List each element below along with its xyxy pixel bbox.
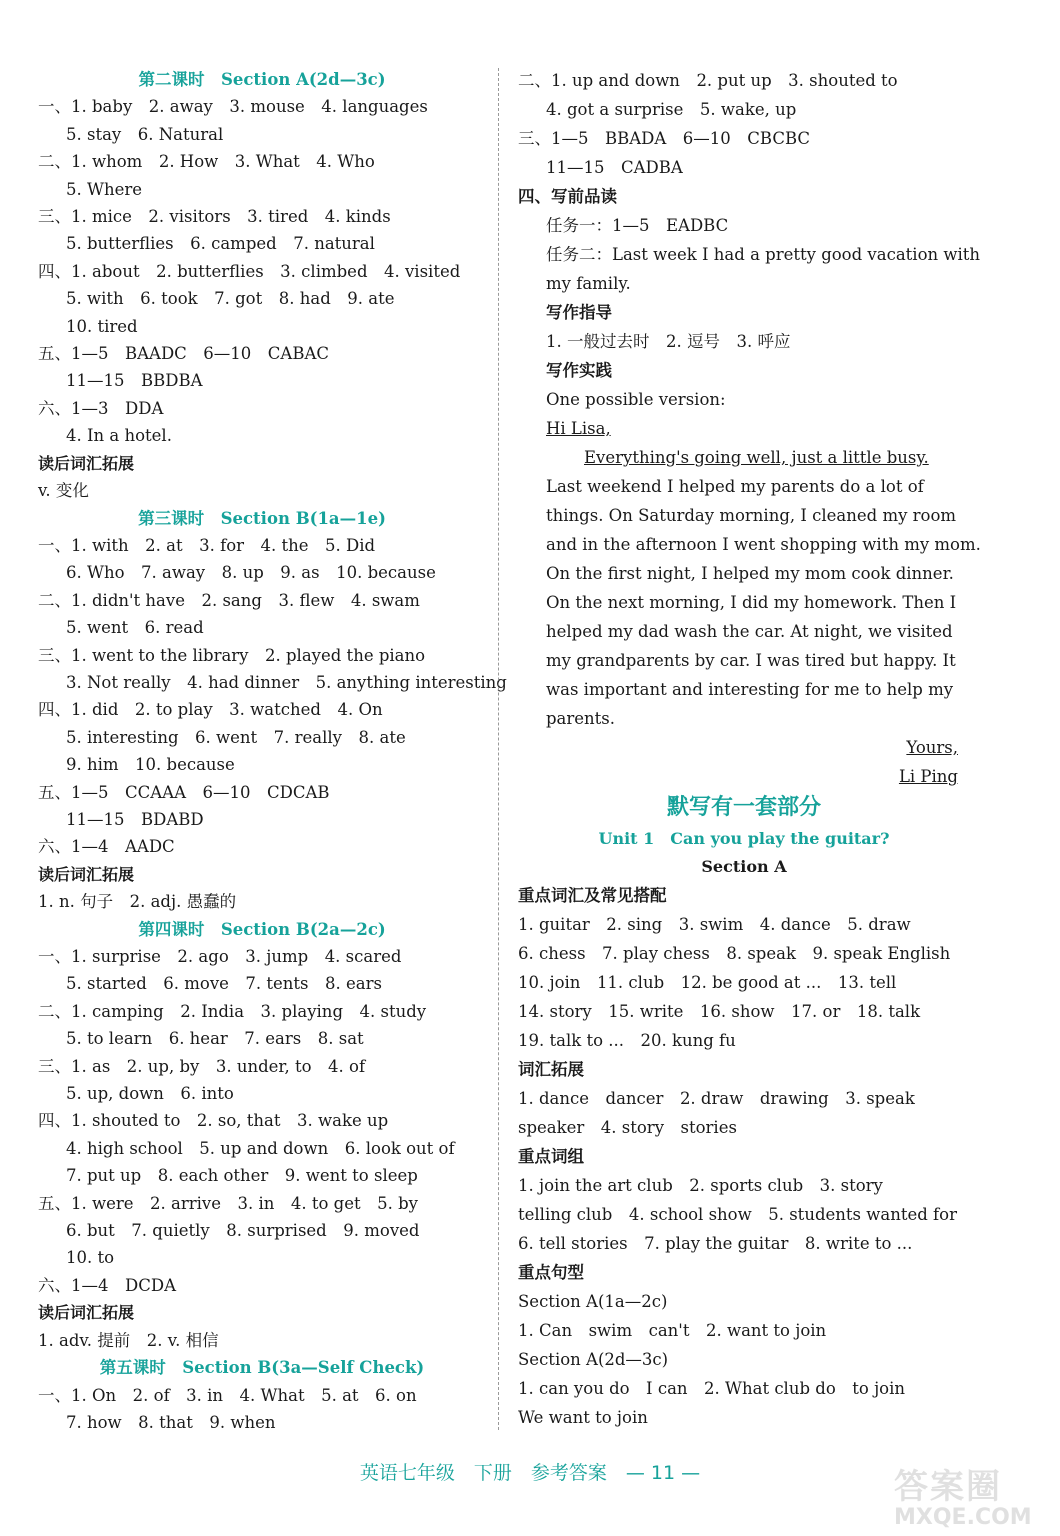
left-line: 四、1. shouted to 2. so, that 3. wake up xyxy=(38,1111,389,1131)
left-line: 四、1. about 2. butterflies 3. climbed 4. visited xyxy=(38,261,461,281)
left-line: 二、1. whom 2. How 3. What 4. Who xyxy=(38,152,375,172)
right_bottom-line: 6. tell stories 7. play the guitar 8. write to ... xyxy=(518,1234,913,1253)
left-line: 五、1—5 CCAAA 6—10 CDCAB xyxy=(38,782,330,802)
right_bottom-line: 1. can you do I can 2. What club do to join xyxy=(518,1379,906,1398)
right_bottom-line: 重点句型 xyxy=(518,1263,584,1282)
right_bottom-line: 14. story 15. write 16. show 17. or 18. talk xyxy=(518,1002,921,1021)
left-line: 第三课时 Section B(1a—1e) xyxy=(138,508,386,528)
essay-line: Last weekend I helped my parents do a lot of xyxy=(546,477,924,496)
right_top-line: Hi Lisa, xyxy=(546,419,611,438)
essay-body xyxy=(518,472,981,733)
left-line: 读后词汇拓展 xyxy=(38,1303,135,1323)
left-line: 1. adv. 提前 2. v. 相信 xyxy=(38,1330,219,1350)
watermark-text: 答案圈 xyxy=(894,1467,1002,1507)
left-line: 11—15 BBDBA xyxy=(66,371,203,391)
left-line: 5. started 6. move 7. tents 8. ears xyxy=(66,974,382,994)
left-line: 读后词汇拓展 xyxy=(38,864,135,884)
left-line: 5. Where xyxy=(66,179,142,199)
essay-closing: Yours, xyxy=(906,738,958,757)
left-line: 第四课时 Section B(2a—2c) xyxy=(138,919,386,939)
right_top-line: One possible version: xyxy=(546,390,726,409)
page-footer: 英语七年级 下册 参考答案 — 11 — xyxy=(359,1462,701,1484)
right_bottom-line: 重点词汇及常见搭配 xyxy=(518,886,667,905)
right_top-line: 写作指导 xyxy=(546,303,612,322)
left-line: 5. stay 6. Natural xyxy=(66,124,224,144)
left-column xyxy=(38,66,507,1436)
left-line: 一、1. On 2. of 3. in 4. What 5. at 6. on xyxy=(38,1385,417,1405)
right_bottom-line: 6. chess 7. play chess 8. speak 9. speak English xyxy=(518,944,951,963)
essay-signature: Li Ping xyxy=(898,767,958,786)
left-line: 一、1. baby 2. away 3. mouse 4. languages xyxy=(38,97,428,117)
left-line: 6. Who 7. away 8. up 9. as 10. because xyxy=(66,563,436,583)
left-line: 4. high school 5. up and down 6. look out of xyxy=(66,1138,455,1158)
left-line: 三、1. as 2. up, by 3. under, to 4. of xyxy=(38,1056,366,1076)
left-line: 六、1—3 DDA xyxy=(38,398,164,418)
right-column xyxy=(518,66,981,1432)
essay-line: parents. xyxy=(546,709,616,728)
left-line: 六、1—4 DCDA xyxy=(38,1275,176,1295)
watermark-url: MXQE.COM xyxy=(894,1505,1032,1530)
right_bottom-line: 1. Can swim can't 2. want to join xyxy=(518,1321,827,1340)
right_top-line: 1. 一般过去时 2. 逗号 3. 呼应 xyxy=(546,332,791,351)
right_bottom-line: speaker 4. story stories xyxy=(518,1118,737,1137)
right_top-line: 任务一：1—5 EADBC xyxy=(546,216,729,235)
right_bottom-line: 重点词组 xyxy=(518,1147,584,1166)
left-line: 1. n. 句子 2. adj. 愚蠢的 xyxy=(38,892,237,912)
left-line: 5. went 6. read xyxy=(66,618,204,638)
right_bottom-line: 1. guitar 2. sing 3. swim 4. dance 5. draw xyxy=(518,915,911,934)
left-line: 读后词汇拓展 xyxy=(38,453,135,473)
left-line: 10. to xyxy=(66,1248,115,1268)
left-line: 5. up, down 6. into xyxy=(66,1084,234,1104)
left-line: 10. tired xyxy=(66,316,138,336)
right_bottom-line: 词汇拓展 xyxy=(518,1060,584,1079)
left-line: 3. Not really 4. had dinner 5. anything interesting xyxy=(66,672,507,692)
left-line: 六、1—4 AADC xyxy=(38,837,175,857)
left-line: v. 变化 xyxy=(38,481,89,501)
right_bottom-line: 19. talk to ... 20. kung fu xyxy=(518,1031,736,1050)
right_bottom-line: We want to join xyxy=(518,1408,648,1427)
section-title: Section A xyxy=(701,857,787,876)
essay-line: my grandparents by car. I was tired but happy. It xyxy=(546,651,956,670)
essay-line: was important and interesting for me to help my xyxy=(546,680,954,699)
left-line: 4. In a hotel. xyxy=(66,426,172,446)
essay-line: On the first night, I helped my mom cook dinner. xyxy=(546,564,954,583)
left-line: 二、1. camping 2. India 3. playing 4. study xyxy=(38,1001,427,1021)
left-line: 6. but 7. quietly 8. surprised 9. moved xyxy=(66,1221,420,1241)
left-line: 7. put up 8. each other 9. went to sleep xyxy=(66,1166,418,1186)
essay-first-line: Everything's going well, just a little busy. xyxy=(584,448,929,467)
left-line: 第五课时 Section B(3a—Self Check) xyxy=(99,1358,425,1378)
right_top-line: 任务二：Last week I had a pretty good vacation with xyxy=(546,245,981,264)
right-answers-top xyxy=(518,66,981,443)
essay-line: and in the afternoon I went shopping with my mom. xyxy=(546,535,981,554)
watermark-logo xyxy=(894,1468,1054,1532)
left-line: 五、1—5 BAADC 6—10 CABAC xyxy=(38,344,330,364)
right_bottom-line: 10. join 11. club 12. be good at ... 13. tell xyxy=(518,973,897,992)
left-line: 11—15 BDABD xyxy=(66,809,204,829)
right_bottom-line: telling club 4. school show 5. students wanted for xyxy=(518,1205,957,1224)
right_bottom-line: Section A(2d—3c) xyxy=(518,1350,669,1369)
right_top-line: 11—15 CADBA xyxy=(546,158,683,177)
right_bottom-line: 1. join the art club 2. sports club 3. story xyxy=(518,1176,883,1195)
essay-line: On the next morning, I did my homework. Then I xyxy=(546,593,957,612)
right-answers-bottom xyxy=(518,881,970,1432)
left-line: 5. interesting 6. went 7. really 8. ate xyxy=(66,727,406,747)
left-line: 一、1. surprise 2. ago 3. jump 4. scared xyxy=(38,947,402,966)
right_top-line: 四、写前品读 xyxy=(518,187,617,206)
section-big-title: 默写有一套部分 xyxy=(666,795,821,820)
left-line: 5. with 6. took 7. got 8. had 9. ate xyxy=(66,289,395,309)
right_top-line: 二、1. up and down 2. put up 3. shouted to xyxy=(518,71,898,90)
right_top-line: 4. got a surprise 5. wake, up xyxy=(546,100,797,119)
right_bottom-line: Section A(1a—2c) xyxy=(518,1292,668,1311)
left-line: 五、1. were 2. arrive 3. in 4. to get 5. by xyxy=(38,1193,419,1213)
left-line: 四、1. did 2. to play 3. watched 4. On xyxy=(38,700,383,720)
essay-line: helped my dad wash the car. At night, we visited xyxy=(546,622,953,641)
left-line: 一、1. with 2. at 3. for 4. the 5. Did xyxy=(38,535,376,555)
left-line: 三、1. went to the library 2. played the piano xyxy=(38,645,426,665)
left-line: 7. how 8. that 9. when xyxy=(66,1412,276,1432)
right_bottom-line: 1. dance dancer 2. draw drawing 3. speak xyxy=(518,1089,915,1108)
column-divider xyxy=(498,68,499,1430)
left-line: 5. to learn 6. hear 7. ears 8. sat xyxy=(66,1029,364,1049)
unit-title: Unit 1 Can you play the guitar? xyxy=(598,829,890,848)
right_top-line: my family. xyxy=(546,274,631,293)
left-line: 三、1. mice 2. visitors 3. tired 4. kinds xyxy=(38,207,391,227)
left-line: 二、1. didn't have 2. sang 3. flew 4. swam xyxy=(38,590,420,610)
left-line: 9. him 10. because xyxy=(66,755,235,775)
right_top-line: 写作实践 xyxy=(546,361,612,380)
left-line: 第二课时 Section A(2d—3c) xyxy=(138,70,386,89)
essay-line: things. On Saturday morning, I cleaned my room xyxy=(546,506,957,525)
right_top-line: 三、1—5 BBADA 6—10 CBCBC xyxy=(518,129,811,148)
left-line: 5. butterflies 6. camped 7. natural xyxy=(66,234,375,254)
